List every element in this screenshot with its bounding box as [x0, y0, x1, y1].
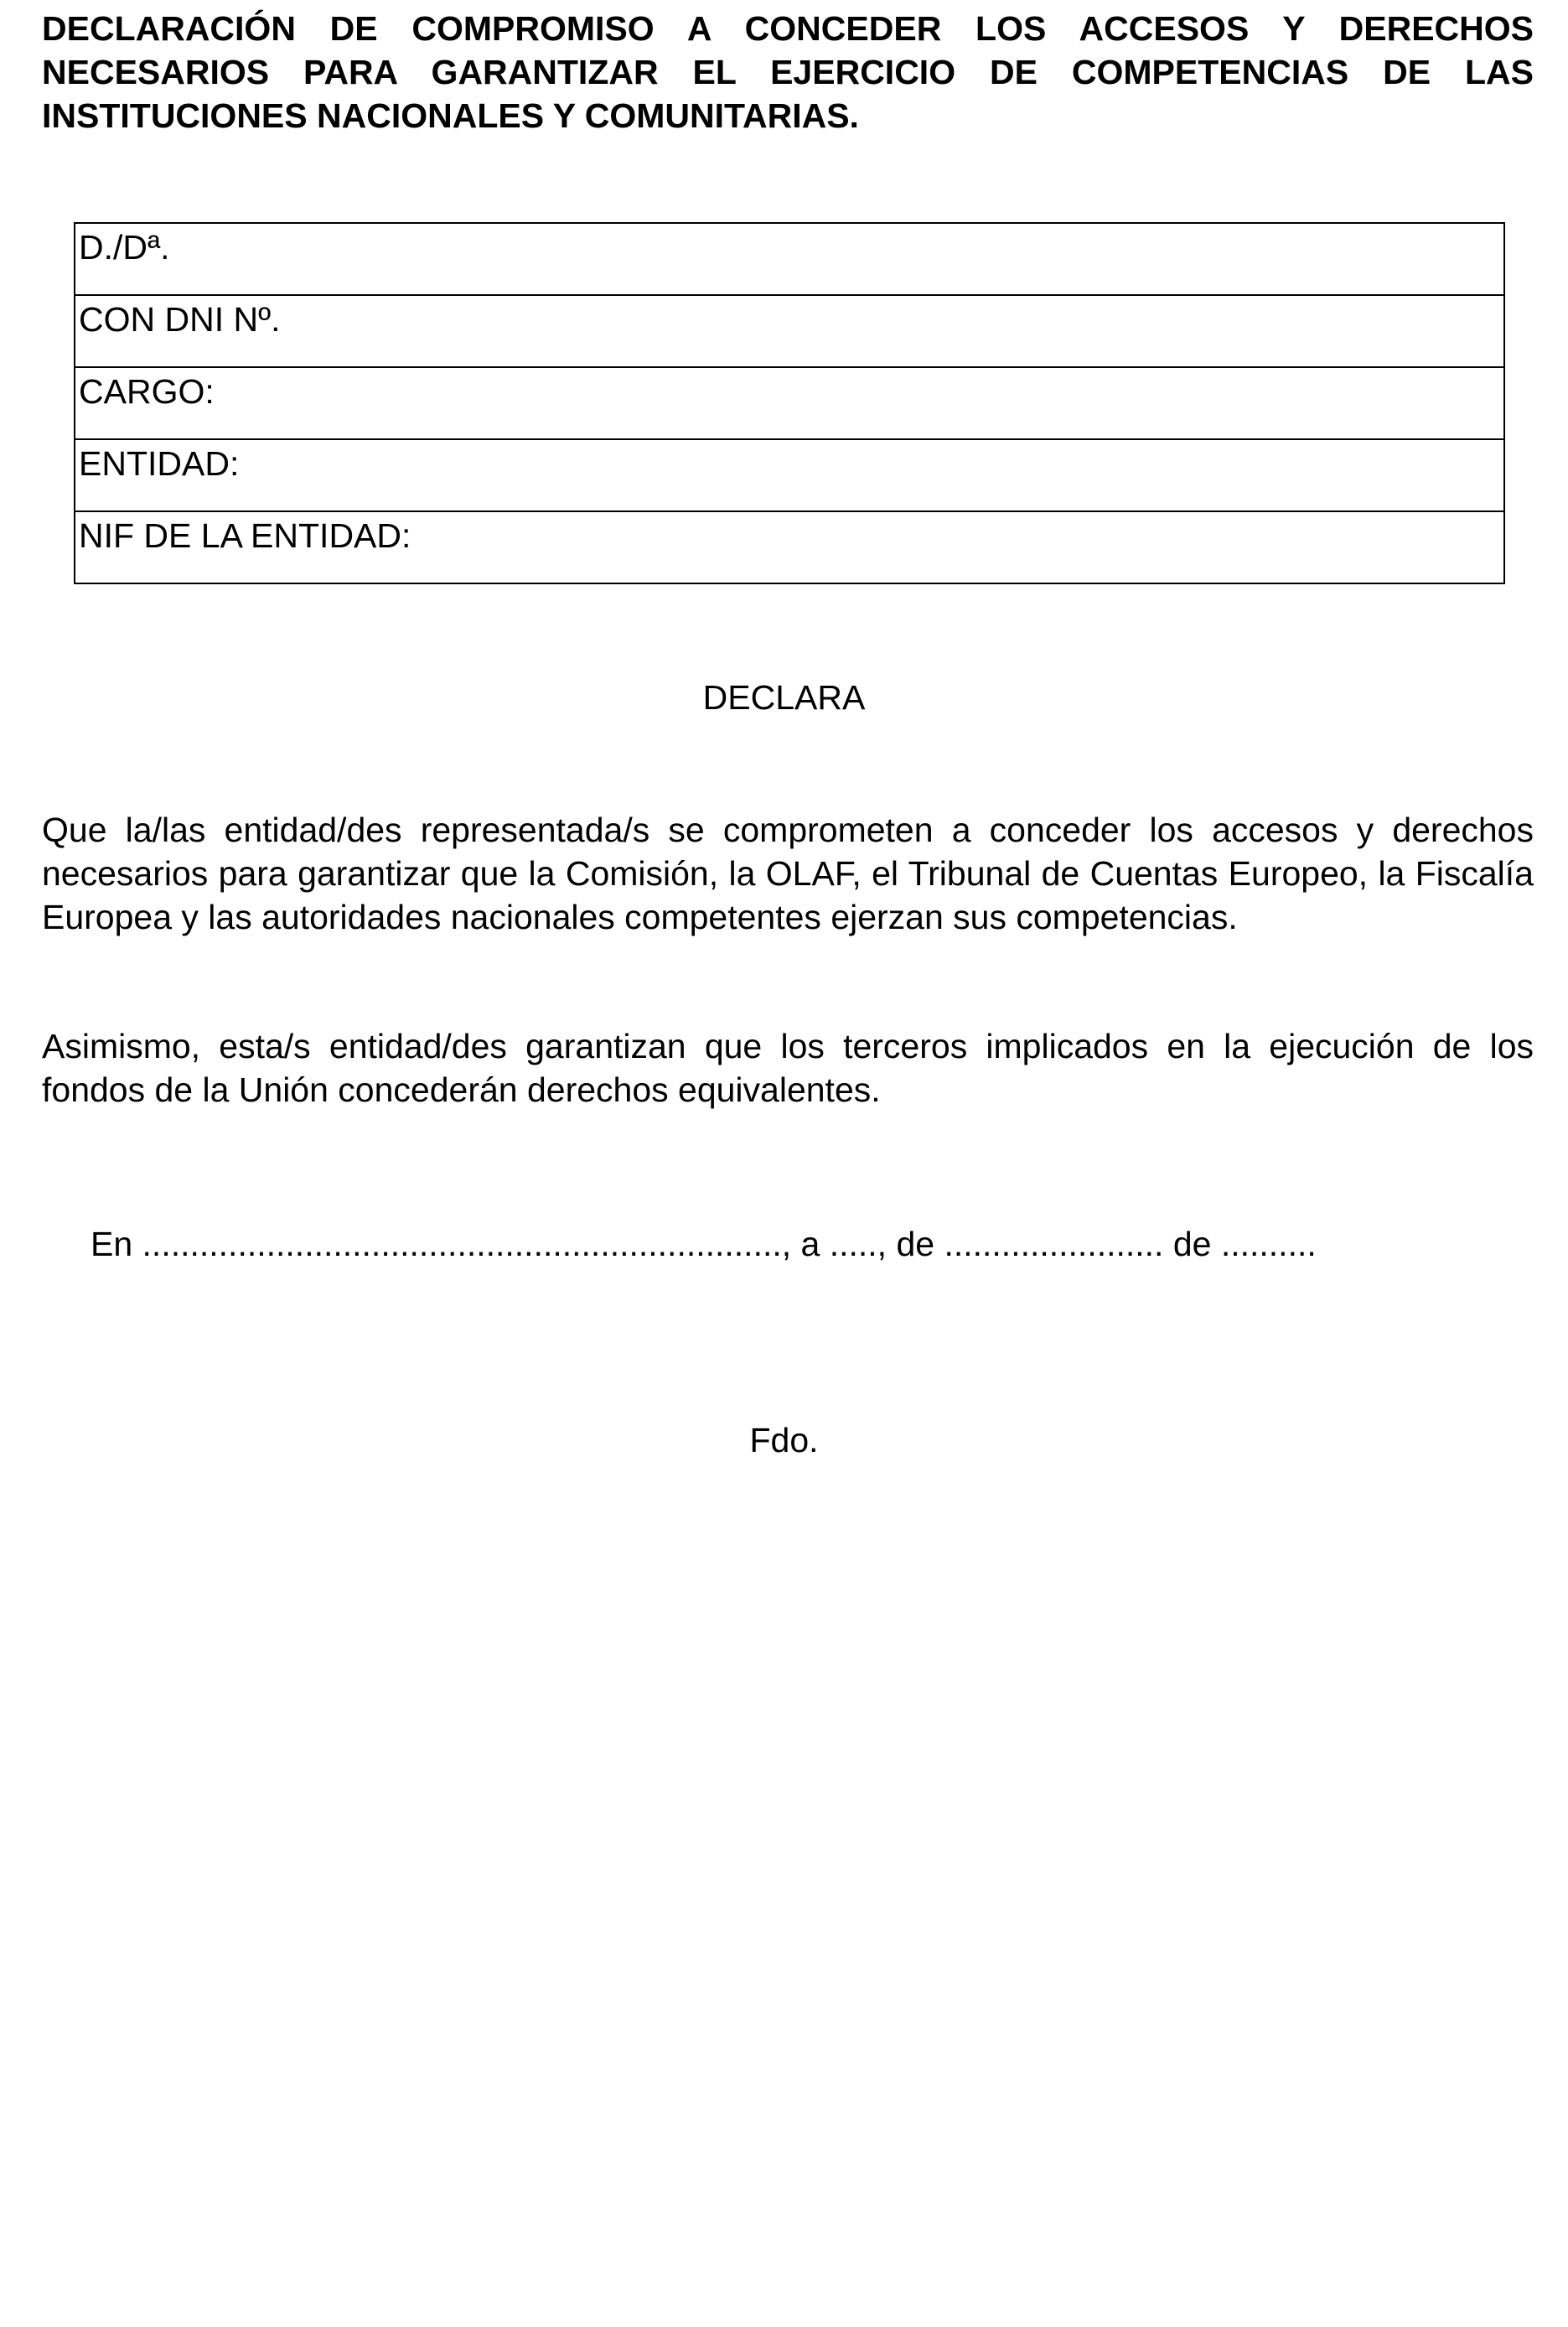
form-row-cargo	[75, 367, 1504, 439]
form-field-name-label[interactable]: D./Dª.	[75, 223, 1504, 295]
declara-heading: DECLARA	[702, 678, 866, 717]
document-title: DECLARACIÓN DE COMPROMISO A CONCEDER LOS ACCESOS Y DERECHOS NECESARIOS PARA GARANTIZAR EL EJERCICIO DE COMPETENCIAS DE LAS INSTITUCIONES NACIONALES Y COMUNITARIAS.	[42, 9, 1534, 135]
third-parties-paragraph: Asimismo, esta/s entidad/des garantizan que los terceros implicados en la ejecución de los fondos de la Unión concederán derechos equivalentes.	[42, 1027, 1534, 1109]
signature-label: Fdo.	[749, 1421, 819, 1459]
form-field-dni-label[interactable]: CON DNI Nº.	[75, 295, 1504, 367]
form-row-entidad	[75, 439, 1504, 511]
place-date-line: En ..................................................................., a ....., de ....................... de ..........	[91, 1225, 1317, 1263]
form-field-cargo-label[interactable]: CARGO:	[75, 367, 1504, 439]
commitment-paragraph: Que la/las entidad/des representada/s se comprometen a conceder los accesos y derechos necesarios para garantizar que la Comisión, la OLAF, el Tribunal de Cuentas Europeo, la Fiscalía Europea y las autoridades nacionales competentes ejerzan sus competencias.	[42, 811, 1534, 936]
identity-form-table	[74, 222, 1505, 584]
form-field-entidad-label[interactable]: ENTIDAD:	[75, 439, 1504, 511]
form-field-nif-label[interactable]: NIF DE LA ENTIDAD:	[75, 511, 1504, 583]
form-row-dni	[75, 295, 1504, 367]
form-row-name	[75, 223, 1504, 295]
form-row-nif	[75, 511, 1504, 583]
